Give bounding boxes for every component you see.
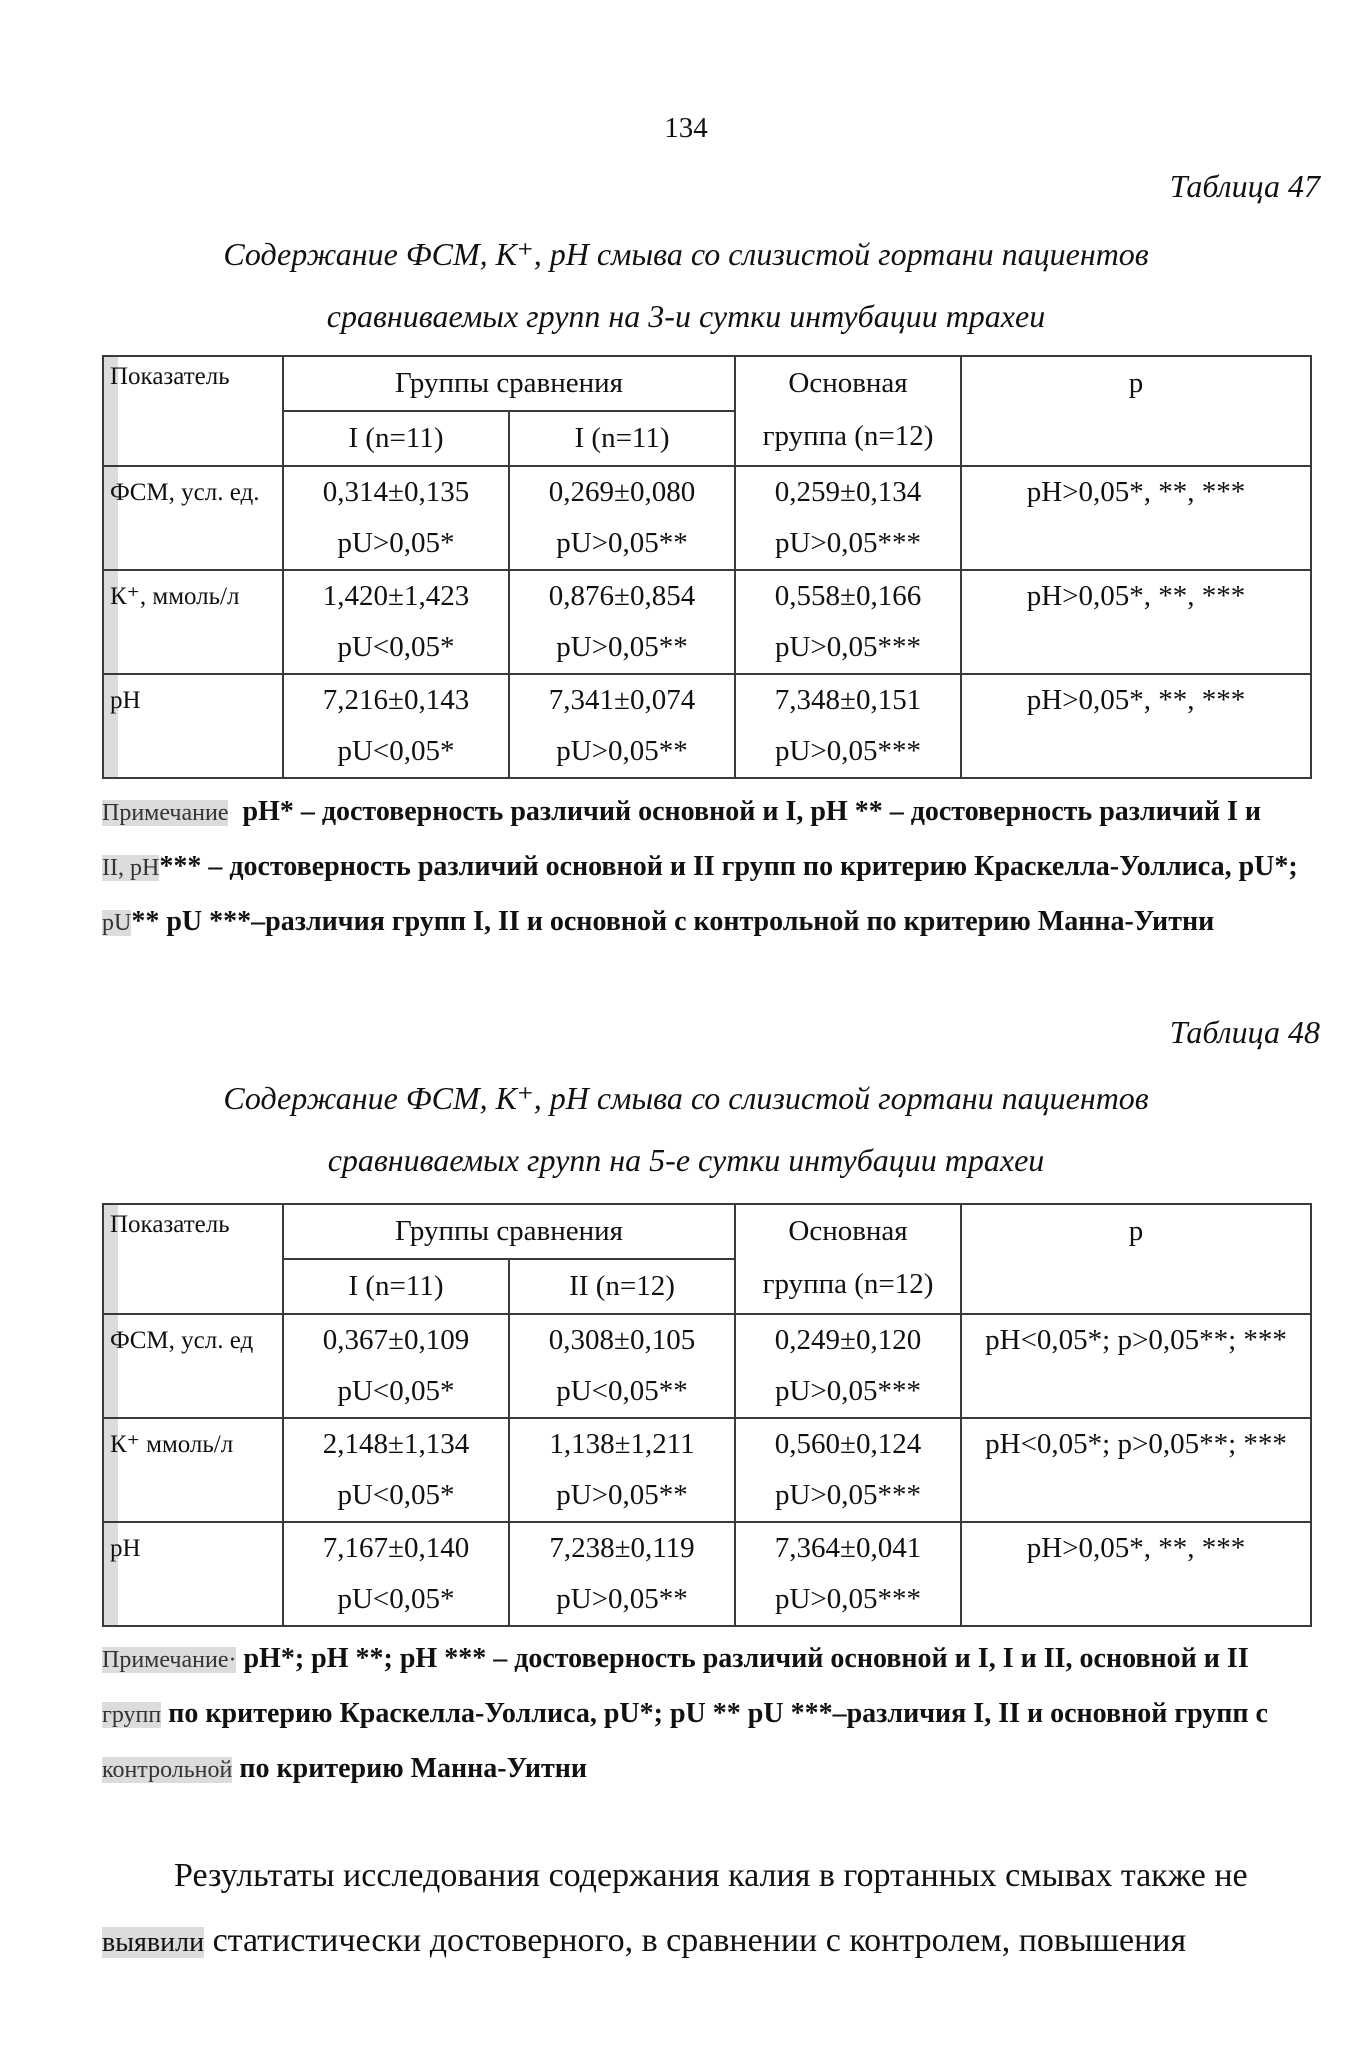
note-line2: *** – достоверность различий основной и II групп по критерию Краскелла-Уоллиса, pU*;	[159, 851, 1298, 882]
paragraph-line1: Результаты исследования содержания калия в гортанных смывах также не	[174, 1857, 1248, 1894]
cell-g1: 7,167±0,140 pU<0,05*	[283, 1522, 509, 1626]
row-label: ФСМ, усл. ед.	[103, 466, 283, 570]
cell-g2: 0,269±0,080 pU>0,05**	[509, 466, 735, 570]
cell-g2: 1,138±1,211 pU>0,05**	[509, 1418, 735, 1522]
header-indicator: Показатель	[103, 356, 283, 466]
cell-p: pH>0,05*, **, ***	[961, 466, 1311, 570]
row-label: К⁺, ммоль/л	[103, 570, 283, 674]
cell-p: pH<0,05*; p>0,05**; ***	[961, 1418, 1311, 1522]
cell-g1: 2,148±1,134 pU<0,05*	[283, 1418, 509, 1522]
cell-main: 0,560±0,124 pU>0,05***	[735, 1418, 961, 1522]
note-line1: pH* – достоверность различий основной и I, pH ** – достоверность различий I и	[242, 796, 1261, 827]
cell-p: pH<0,05*; p>0,05**; ***	[961, 1314, 1311, 1418]
table-48	[102, 1203, 1312, 1627]
paragraph-line2: статистически достоверного, в сравнении с контролем, повышения	[212, 1922, 1187, 1959]
header-group-1: I (n=11)	[283, 1259, 509, 1314]
header-p: p	[961, 356, 1311, 466]
note-line2-prefix: групп	[102, 1702, 162, 1728]
row-label: pH	[103, 674, 283, 778]
cell-g2: 0,308±0,105 pU<0,05**	[509, 1314, 735, 1418]
paragraph-line2-prefix: выявили	[102, 1927, 205, 1958]
table-47-label: Таблица 47	[1169, 168, 1320, 204]
table-row	[103, 466, 1311, 570]
header-group-1: I (n=11)	[283, 411, 509, 466]
cell-g2: 7,238±0,119 pU>0,05**	[509, 1522, 735, 1626]
note-line3: по критерию Манна-Уитни	[239, 1753, 588, 1784]
table-row	[103, 674, 1311, 778]
cell-p: pH>0,05*, **, ***	[961, 674, 1311, 778]
row-label: ФСМ, усл. ед	[103, 1314, 283, 1418]
header-group-2: II (n=12)	[509, 1259, 735, 1314]
table-48-caption-line2: сравниваемых групп на 5-е сутки интубации трахеи	[327, 1142, 1045, 1178]
table-48-caption-line1: Содержание ФСМ, К⁺, pH смыва со слизистой гортани пациентов	[223, 1080, 1149, 1116]
note-prefix: Примечание	[102, 800, 229, 826]
note-line3-prefix: контрольной	[102, 1757, 233, 1783]
table-row	[103, 1522, 1311, 1626]
cell-g1: 0,314±0,135 pU>0,05*	[283, 466, 509, 570]
table-47-note	[102, 785, 1324, 950]
cell-p: pH>0,05*, **, ***	[961, 570, 1311, 674]
cell-g2: 0,876±0,854 pU>0,05**	[509, 570, 735, 674]
cell-main: 0,249±0,120 pU>0,05***	[735, 1314, 961, 1418]
cell-main: 7,348±0,151 pU>0,05***	[735, 674, 961, 778]
header-main-group: Основная группа (n=12)	[735, 1204, 961, 1314]
header-indicator: Показатель	[103, 1204, 283, 1314]
cell-p: pH>0,05*, **, ***	[961, 1522, 1311, 1626]
header-groups: Группы сравнения	[283, 356, 735, 411]
note-line3-prefix: pU	[102, 910, 132, 936]
header-p: p	[961, 1204, 1311, 1314]
row-label: К⁺ ммоль/л	[103, 1418, 283, 1522]
body-paragraph	[102, 1843, 1324, 1975]
cell-g1: 0,367±0,109 pU<0,05*	[283, 1314, 509, 1418]
cell-main: 7,364±0,041 pU>0,05***	[735, 1522, 961, 1626]
header-groups: Группы сравнения	[283, 1204, 735, 1259]
note-line1: pH*; pH **; pH *** – достоверность различий основной и I, I и II, основной и II	[243, 1643, 1249, 1674]
page-number: 134	[664, 112, 708, 144]
table-row	[103, 1418, 1311, 1522]
note-line2: по критерию Краскелла-Уоллиса, pU*; pU ** pU ***–различия I, II и основной групп с	[168, 1698, 1268, 1729]
cell-main: 0,259±0,134 pU>0,05***	[735, 466, 961, 570]
note-line2-prefix: II, pH	[102, 855, 160, 881]
cell-main: 0,558±0,166 pU>0,05***	[735, 570, 961, 674]
cell-g2: 7,341±0,074 pU>0,05**	[509, 674, 735, 778]
table-48-note	[102, 1632, 1324, 1797]
header-main-group: Основная группа (n=12)	[735, 356, 961, 466]
cell-g1: 7,216±0,143 pU<0,05*	[283, 674, 509, 778]
table-47	[102, 355, 1312, 779]
table-47-caption-line1: Содержание ФСМ, К⁺, pH смыва со слизистой гортани пациентов	[223, 236, 1149, 272]
row-label: pH	[103, 1522, 283, 1626]
table-row	[103, 570, 1311, 674]
table-48-label: Таблица 48	[1169, 1014, 1320, 1050]
table-row	[103, 1314, 1311, 1418]
header-group-2: I (n=11)	[509, 411, 735, 466]
cell-g1: 1,420±1,423 pU<0,05*	[283, 570, 509, 674]
note-line3: ** pU ***–различия групп I, II и основной с контрольной по критерию Манна-Уитни	[131, 906, 1215, 937]
table-47-caption-line2: сравниваемых групп на 3-и сутки интубации трахеи	[326, 298, 1046, 334]
note-prefix: Примечание·	[102, 1647, 237, 1673]
